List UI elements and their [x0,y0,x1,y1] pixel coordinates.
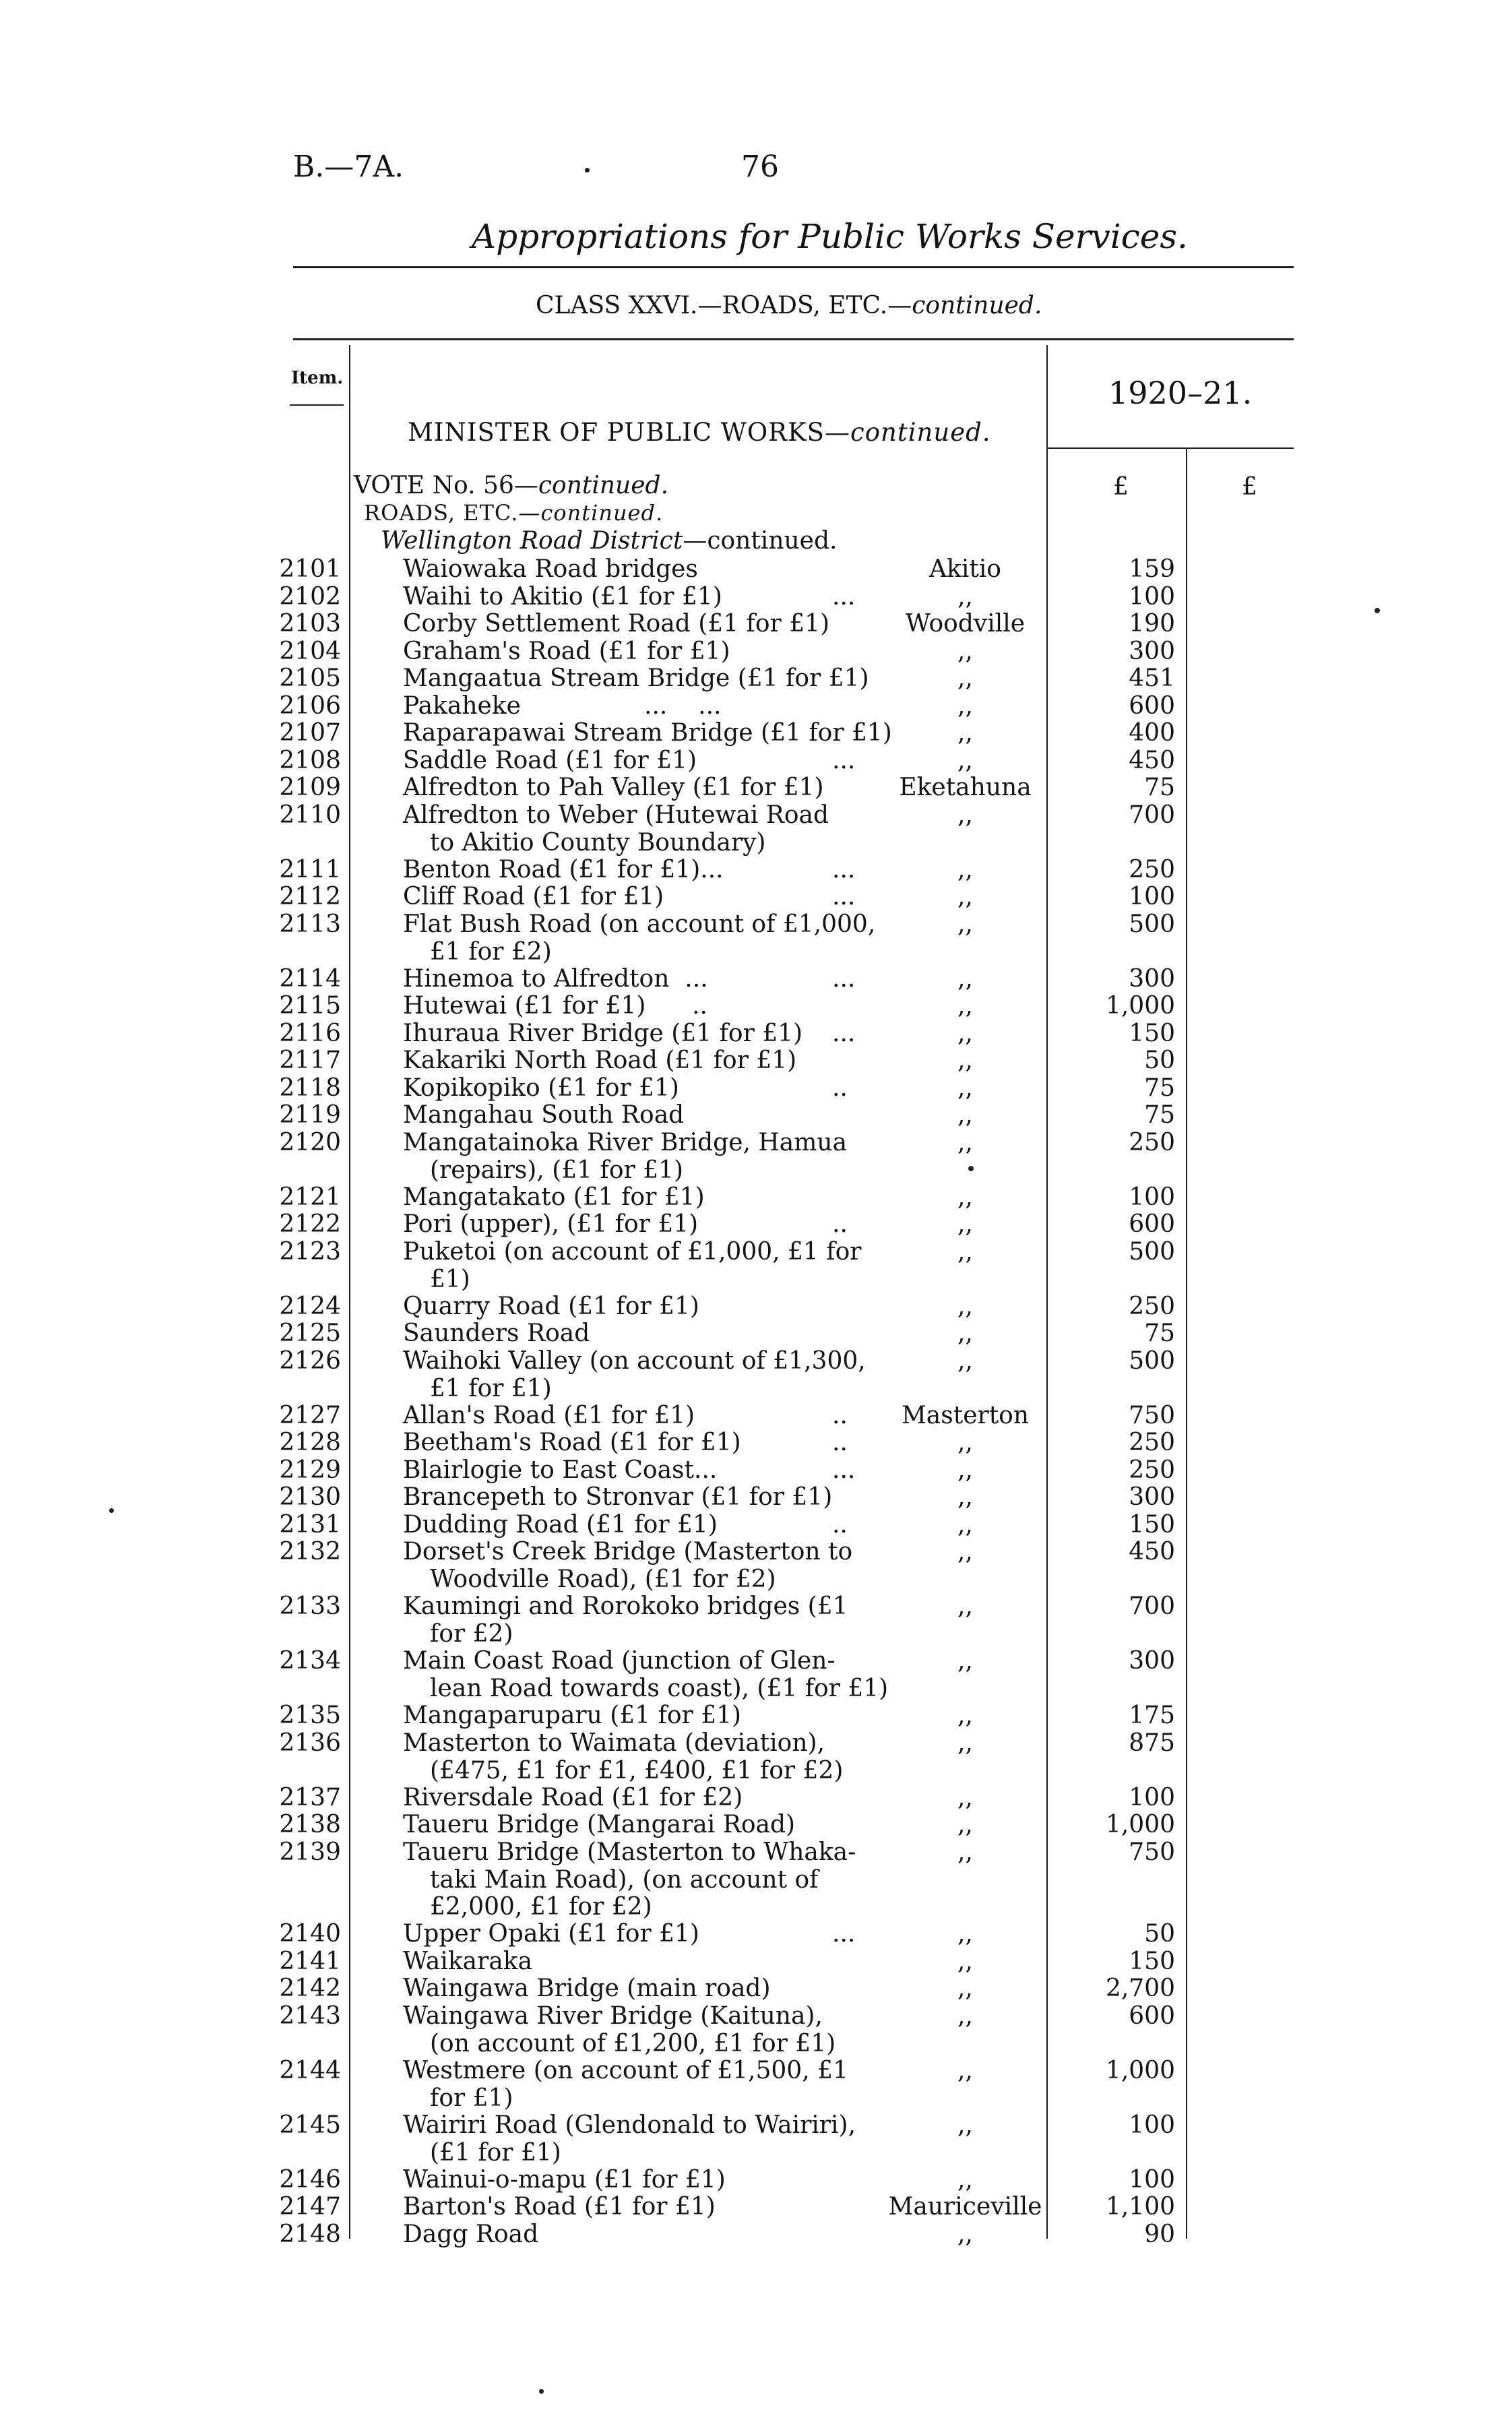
item-description: Alfredton to Pah Valley (£1 for £1) [403,774,824,801]
table-row [0,1320,1512,1347]
leader-dots: ... [832,747,856,774]
leader-dots: .. [832,1210,848,1238]
item-number: 2122 [279,1210,341,1238]
item-description: Westmere (on account of £1,500, £1 [403,2057,848,2084]
item-locality: ,, [957,1784,973,1811]
item-description: Corby Settlement Road (£1 for £1) [403,610,830,638]
item-amount: 150 [1129,1948,1175,1975]
item-description: Cliff Road (£1 for £1) [403,883,664,910]
item-number: 2140 [279,1920,341,1948]
table-row [0,1702,1512,1729]
item-description: Pori (upper), (£1 for £1) [403,1210,699,1238]
item-locality: Masterton [901,1402,1030,1429]
item-description-continuation: £2,000, £1 for £2) [430,1893,652,1921]
item-locality: ,, [957,1511,973,1539]
item-number: 2119 [279,1101,341,1129]
item-number: 2124 [279,1293,341,1320]
item-locality: ,, [957,1729,973,1757]
item-description-continuation: (repairs), (£1 for £1) [430,1156,683,1184]
leader-dots: .. [832,1511,848,1539]
item-locality: ,, [957,992,973,1020]
item-number: 2132 [279,1538,341,1565]
item-locality: ,, [957,1020,973,1047]
item-amount: 451 [1129,664,1175,692]
item-description: Kakariki North Road (£1 for £1) [403,1047,797,1074]
item-amount: 400 [1129,719,1175,747]
item-amount: 75 [1144,1074,1175,1102]
item-number: 2135 [279,1702,341,1729]
item-number: 2142 [279,1975,341,2002]
table-row [0,1811,1512,1838]
item-description: Puketoi (on account of £1,000, £1 for [403,1238,862,1266]
print-speck [968,1166,974,1171]
item-number: 2126 [279,1347,341,1375]
item-number: 2118 [279,1074,341,1102]
item-description-continuation: £1 for £2) [430,938,552,966]
item-description: Hutewai (£1 for £1) .. [403,992,707,1020]
table-row [0,1592,1512,1647]
table-row [0,1210,1512,1238]
item-description: Waingawa River Bridge (Kaituna), [403,2002,823,2030]
table-row [0,692,1512,720]
item-number: 2114 [279,965,341,993]
table-row [0,1074,1512,1102]
item-description-continuation: lean Road towards coast), (£1 for £1) [430,1675,889,1702]
table-row [0,1020,1512,1047]
item-number: 2110 [279,801,341,829]
item-amount: 300 [1129,1647,1175,1675]
table-row [0,1347,1512,1402]
item-description: Saunders Road [403,1320,590,1347]
title-rule [293,266,1294,268]
item-amount: 50 [1144,1047,1175,1074]
table-row [0,1293,1512,1320]
item-amount: 1,100 [1105,2193,1175,2221]
item-header-underline [290,404,344,406]
table-row [0,883,1512,910]
table-row [0,1456,1512,1484]
leader-dots: ... [832,1456,856,1484]
item-locality: ,, [957,1074,973,1102]
table-row [0,1511,1512,1539]
table-row [0,747,1512,774]
item-number: 2148 [279,2221,341,2248]
item-description: Main Coast Road (junction of Glen- [403,1647,836,1675]
minister-heading: MINISTER OF PUBLIC WORKS—continued. [408,418,991,447]
item-description: Riversdale Road (£1 for £2) [403,1784,743,1811]
table-row [0,2057,1512,2111]
class-title: CLASS XXVI.—ROADS, ETC.—continued. [536,292,1042,319]
item-number: 2120 [279,1129,341,1156]
item-description: Alfredton to Weber (Hutewai Road [403,801,829,829]
item-locality: ,, [957,1702,973,1729]
item-description-continuation: (£1 for £1) [430,2139,561,2167]
item-locality: ,, [957,1838,973,1866]
item-number: 2141 [279,1948,341,1975]
item-locality: ,, [957,692,973,720]
table-row [0,610,1512,638]
table-row [0,2193,1512,2221]
item-amount: 300 [1129,965,1175,993]
item-description: Kopikopiko (£1 for £1) [403,1074,679,1102]
item-description-continuation: for £1) [430,2084,513,2112]
document-reference: B.—7A. [293,150,404,184]
item-locality: Akitio [929,555,1001,583]
item-amount: 100 [1129,883,1175,910]
item-amount: 2,700 [1105,1975,1175,2002]
table-row [0,1047,1512,1074]
item-number: 2125 [279,1320,341,1347]
item-locality: ,, [957,2057,973,2084]
item-locality: ,, [957,1592,973,1620]
item-amount: 600 [1129,2002,1175,2030]
item-number: 2104 [279,638,341,665]
item-description: Waingawa Bridge (main road) [403,1975,771,2002]
currency-symbol-left: £ [1113,473,1129,501]
item-amount: 190 [1129,610,1175,638]
item-description: Masterton to Waimata (deviation), [403,1729,825,1757]
table-row [0,856,1512,883]
item-amount: 875 [1129,1729,1175,1757]
table-row [0,1647,1512,1702]
item-number: 2131 [279,1511,341,1539]
item-locality: ,, [957,1647,973,1675]
item-description: Mangaparuparu (£1 for £1) [403,1702,742,1729]
table-row [0,1784,1512,1811]
item-locality: ,, [957,1975,973,2002]
table-row [0,638,1512,665]
item-description: Beetham's Road (£1 for £1) [403,1429,741,1456]
item-number: 2144 [279,2057,341,2084]
item-number: 2112 [279,883,341,910]
item-amount: 750 [1129,1838,1175,1866]
item-description-continuation: taki Main Road), (on account of [430,1866,819,1894]
table-row [0,1183,1512,1211]
item-number: 2117 [279,1047,341,1074]
item-description-continuation: £1) [430,1266,470,1293]
item-description: Taueru Bridge (Mangarai Road) [403,1811,796,1838]
item-locality: ,, [957,583,973,611]
item-number: 2146 [279,2166,341,2194]
item-amount: 75 [1144,1320,1175,1347]
print-speck [1375,608,1380,613]
item-number: 2139 [279,1838,341,1866]
item-number: 2111 [279,856,341,883]
table-row [0,2221,1512,2248]
item-description: Pakaheke ... ... [403,692,722,720]
table-row [0,1729,1512,1784]
item-amount: 1,000 [1105,2057,1175,2084]
item-locality: ,, [957,1347,973,1375]
item-number: 2138 [279,1811,341,1838]
leader-dots: ... [832,1920,856,1948]
item-amount: 90 [1144,2221,1175,2248]
item-number: 2101 [279,555,341,583]
table-row [0,1101,1512,1129]
item-description: Upper Opaki (£1 for £1) [403,1920,699,1948]
item-description-continuation: (£475, £1 for £1, £400, £1 for £2) [430,1757,844,1785]
leader-dots: .. [832,1074,848,1102]
item-description: Flat Bush Road (on account of £1,000, [403,910,876,938]
item-amount: 250 [1129,1456,1175,1484]
table-row [0,2111,1512,2166]
vote-heading: VOTE No. 56—continued. [354,472,669,499]
item-amount: 100 [1129,1183,1175,1211]
item-number: 2145 [279,2111,341,2139]
table-row [0,1538,1512,1592]
leader-dots: ... [832,1020,856,1047]
item-amount: 700 [1129,1592,1175,1620]
item-number: 2136 [279,1729,341,1757]
item-amount: 100 [1129,2166,1175,2194]
table-row [0,2002,1512,2057]
item-description: Benton Road (£1 for £1)... [403,856,724,883]
item-description: Allan's Road (£1 for £1) [403,1402,695,1429]
item-number: 2106 [279,692,341,720]
item-description: Mangahau South Road [403,1101,685,1129]
item-description: Waihoki Valley (on account of £1,300, [403,1347,866,1375]
item-locality: ,, [957,1183,973,1211]
item-locality: ,, [957,1238,973,1266]
print-speck [109,1508,114,1513]
item-description: Graham's Road (£1 for £1) [403,638,730,665]
year-column-header: 1920–21. [1108,375,1253,411]
item-locality: ,, [957,664,973,692]
item-locality: ,, [957,1320,973,1347]
item-amount: 100 [1129,583,1175,611]
item-amount: 1,000 [1105,992,1175,1020]
currency-symbol-right: £ [1242,473,1257,501]
item-description: Dagg Road [403,2221,539,2248]
item-amount: 700 [1129,801,1175,829]
roads-heading: ROADS, ETC.—continued. [364,500,664,526]
item-locality: ,, [957,1129,973,1156]
item-description: Brancepeth to Stronvar (£1 for £1) [403,1483,833,1511]
item-number: 2123 [279,1238,341,1266]
item-locality: ,, [957,965,973,993]
table-row [0,1975,1512,2002]
page-title: Appropriations for Public Works Services. [472,217,1188,256]
item-amount: 500 [1129,1238,1175,1266]
item-number: 2116 [279,1020,341,1047]
item-description: Mangatainoka River Bridge, Hamua [403,1129,848,1156]
item-number: 2147 [279,2193,341,2221]
item-number: 2121 [279,1183,341,1211]
item-description: Raparapawai Stream Bridge (£1 for £1) [403,719,892,747]
table-row [0,1238,1512,1293]
table-row [0,2166,1512,2194]
item-amount: 250 [1129,856,1175,883]
table-row [0,1483,1512,1511]
table-row [0,1948,1512,1975]
item-amount: 250 [1129,1293,1175,1320]
item-locality: ,, [957,2221,973,2248]
leader-dots: .. [832,1402,848,1429]
leader-dots: ... [832,856,856,883]
table-row [0,1429,1512,1456]
district-heading: Wellington Road District—continued. [381,527,838,555]
item-description: Waiowaka Road bridges [403,555,698,583]
item-amount: 500 [1129,910,1175,938]
table-row [0,555,1512,583]
leader-dots: .. [832,1429,848,1456]
item-amount: 75 [1144,1101,1175,1129]
item-number: 2102 [279,583,341,611]
item-description: Waihi to Akitio (£1 for £1) [403,583,722,611]
item-description: Quarry Road (£1 for £1) [403,1293,699,1320]
item-description: Blairlogie to East Coast... [403,1456,718,1484]
item-locality: ,, [957,719,973,747]
item-locality: ,, [957,801,973,829]
item-locality: ,, [957,1101,973,1129]
item-locality: ,, [957,1047,973,1074]
item-amount: 600 [1129,1210,1175,1238]
item-locality: ,, [957,1210,973,1238]
table-row [0,992,1512,1020]
item-locality: ,, [957,638,973,665]
item-locality: ,, [957,2111,973,2139]
item-number: 2130 [279,1483,341,1511]
table-row [0,1402,1512,1429]
item-amount: 100 [1129,1784,1175,1811]
item-locality: Woodville [905,610,1026,638]
item-description: Barton's Road (£1 for £1) [403,2193,716,2221]
item-description: Taueru Bridge (Masterton to Whaka- [403,1838,856,1866]
item-description: Saddle Road (£1 for £1) [403,747,697,774]
item-column-header: Item. [291,368,344,388]
table-row [0,774,1512,801]
item-number: 2109 [279,774,341,801]
item-amount: 750 [1129,1402,1175,1429]
item-number: 2129 [279,1456,341,1484]
item-amount: 100 [1129,2111,1175,2139]
item-locality: ,, [957,910,973,938]
print-speck [539,2389,544,2394]
table-row [0,910,1512,965]
item-number: 2134 [279,1647,341,1675]
item-amount: 300 [1129,638,1175,665]
item-description: Wainui-o-mapu (£1 for £1) [403,2166,726,2194]
item-number: 2133 [279,1592,341,1620]
item-description-continuation: (on account of £1,200, £1 for £1) [430,2030,836,2057]
item-amount: 600 [1129,692,1175,720]
item-amount: 450 [1129,747,1175,774]
item-amount: 75 [1144,774,1175,801]
table-row [0,583,1512,611]
item-locality: ,, [957,1429,973,1456]
table-top-rule [293,338,1294,340]
table-row [0,1920,1512,1948]
item-locality: ,, [957,1538,973,1565]
item-description-continuation: Woodville Road), (£1 for £2) [430,1565,776,1593]
item-locality: ,, [957,1456,973,1484]
item-amount: 150 [1129,1511,1175,1539]
item-number: 2128 [279,1429,341,1456]
item-locality: ,, [957,883,973,910]
item-amount: 300 [1129,1483,1175,1511]
item-description-continuation: £1 for £1) [430,1375,552,1402]
item-amount: 175 [1129,1702,1175,1729]
item-amount: 500 [1129,1347,1175,1375]
item-description: Dorset's Creek Bridge (Masterton to [403,1538,853,1565]
item-description: Mangatakato (£1 for £1) [403,1183,705,1211]
item-description: Ihuraua River Bridge (£1 for £1) [403,1020,803,1047]
table-row [0,1838,1512,1921]
leader-dots: ... [832,883,856,910]
item-locality: ,, [957,856,973,883]
item-locality: ,, [957,1483,973,1511]
page-number: 76 [741,150,779,184]
year-header-rule [1046,447,1294,449]
item-amount: 1,000 [1105,1811,1175,1838]
item-description: Kaumingi and Rorokoko bridges (£1 [403,1592,848,1620]
item-locality: ,, [957,1920,973,1948]
item-number: 2105 [279,664,341,692]
item-number: 2108 [279,747,341,774]
item-locality: ,, [957,747,973,774]
item-amount: 159 [1129,555,1175,583]
item-locality: ,, [957,2166,973,2194]
table-row [0,664,1512,692]
item-amount: 450 [1129,1538,1175,1565]
item-number: 2103 [279,610,341,638]
item-description-continuation: for £2) [430,1620,513,1648]
leader-dots: ... [832,965,856,993]
table-row [0,965,1512,993]
item-number: 2137 [279,1784,341,1811]
table-row [0,801,1512,856]
item-description: Mangaatua Stream Bridge (£1 for £1) [403,664,869,692]
leader-dots: ... [832,583,856,611]
item-locality: ,, [957,1293,973,1320]
item-amount: 150 [1129,1020,1175,1047]
item-amount: 250 [1129,1129,1175,1156]
item-number: 2115 [279,992,341,1020]
item-amount: 50 [1144,1920,1175,1948]
item-amount: 250 [1129,1429,1175,1456]
item-locality: Eketahuna [899,774,1032,801]
item-number: 2113 [279,910,341,938]
table-row [0,1129,1512,1183]
table-row [0,719,1512,747]
item-description-continuation: to Akitio County Boundary) [430,829,766,857]
item-locality: ,, [957,2002,973,2030]
item-description: Waikaraka [403,1948,533,1975]
item-locality: ,, [957,1811,973,1838]
item-description: Hinemoa to Alfredton ... [403,965,708,993]
print-speck [585,168,590,173]
item-description: Wairiri Road (Glendonald to Wairiri), [403,2111,856,2139]
item-number: 2107 [279,719,341,747]
item-number: 2127 [279,1402,341,1429]
item-description: Dudding Road (£1 for £1) [403,1511,718,1539]
item-number: 2143 [279,2002,341,2030]
item-locality: ,, [957,1948,973,1975]
item-locality: Mauriceville [888,2193,1042,2221]
